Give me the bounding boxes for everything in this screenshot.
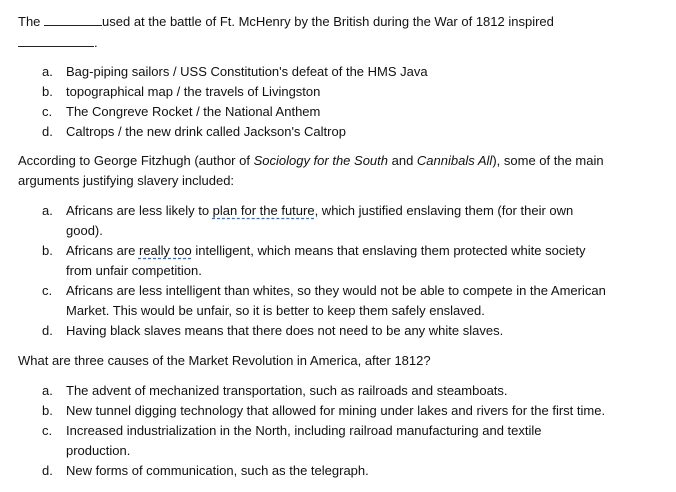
option-letter: b.	[42, 403, 53, 418]
question-1-stem-end	[18, 33, 98, 53]
question-3-stem: What are three causes of the Market Revolution in America, after 1812?	[18, 353, 431, 368]
option-text-part: , which justified enslaving them (for their own	[314, 203, 574, 218]
question-2-stem	[18, 151, 604, 171]
option-text: Caltrops / the new drink called Jackson's Caltrop	[66, 124, 346, 139]
option-text-part: Africans are less likely to	[66, 203, 213, 218]
option-text: topographical map / the travels of Livingston	[66, 84, 321, 99]
question-2-option-a-line2: good).	[66, 223, 103, 238]
spellcheck-underline: plan for the future	[212, 203, 315, 218]
option-letter: d.	[42, 124, 53, 139]
question-2-stem-part: and	[388, 153, 417, 168]
book-title-cannibals: Cannibals All	[416, 153, 493, 168]
option-text: The Congreve Rocket / the National Anthem	[66, 104, 321, 119]
option-letter: c.	[42, 423, 53, 438]
answer-blank-1	[44, 12, 102, 26]
question-2-stem-part: ), some of the main	[492, 153, 604, 168]
option-letter: d.	[42, 463, 53, 478]
option-letter: b.	[42, 243, 53, 258]
option-text-part: Africans are	[66, 243, 139, 258]
question-1-stem-start: The	[18, 14, 45, 29]
question-2-stem-line2: arguments justifying slavery included:	[18, 173, 235, 188]
question-3-option-c-line2: production.	[66, 443, 131, 458]
option-text: New forms of communication, such as the telegraph.	[66, 463, 369, 478]
question-1-period: .	[94, 35, 98, 50]
spellcheck-underline: really too	[138, 243, 192, 258]
question-1-stem	[18, 12, 554, 32]
option-text: New tunnel digging technology that allowed for mining under lakes and rivers for the first time.	[66, 403, 606, 418]
option-text: Bag-piping sailors / USS Constitution's defeat of the HMS Java	[66, 64, 428, 79]
option-letter: b.	[42, 84, 53, 99]
question-1-stem-mid: used at the battle of Ft. McHenry by the British during the War of 1812 inspired	[102, 14, 554, 29]
question-2-option-b-line2: from unfair competition.	[66, 263, 202, 278]
question-2-option-c-line2: Market. This would be unfair, so it is better to keep them safely enslaved.	[66, 303, 485, 318]
option-text-part: intelligent, which means that enslaving them protected white society	[191, 243, 586, 258]
option-text: Increased industrialization in the North, including railroad manufacturing and textile	[66, 423, 542, 438]
book-title-sociology: Sociology for the South	[253, 153, 388, 168]
option-text	[66, 241, 586, 261]
option-text: The advent of mechanized transportation, such as railroads and steamboats.	[66, 383, 508, 398]
option-letter: c.	[42, 283, 53, 298]
option-text: Having black slaves means that there does not need to be any white slaves.	[66, 323, 504, 338]
option-letter: c.	[42, 104, 53, 119]
question-2-stem-part: According to George Fitzhugh (author of	[18, 153, 254, 168]
option-letter: a.	[42, 203, 53, 218]
option-text	[66, 201, 573, 221]
option-letter: d.	[42, 323, 53, 338]
option-letter: a.	[42, 64, 53, 79]
answer-blank-2	[18, 33, 94, 47]
option-letter: a.	[42, 383, 53, 398]
option-text: Africans are less intelligent than whites, so they would not be able to compete in the American	[66, 283, 606, 298]
